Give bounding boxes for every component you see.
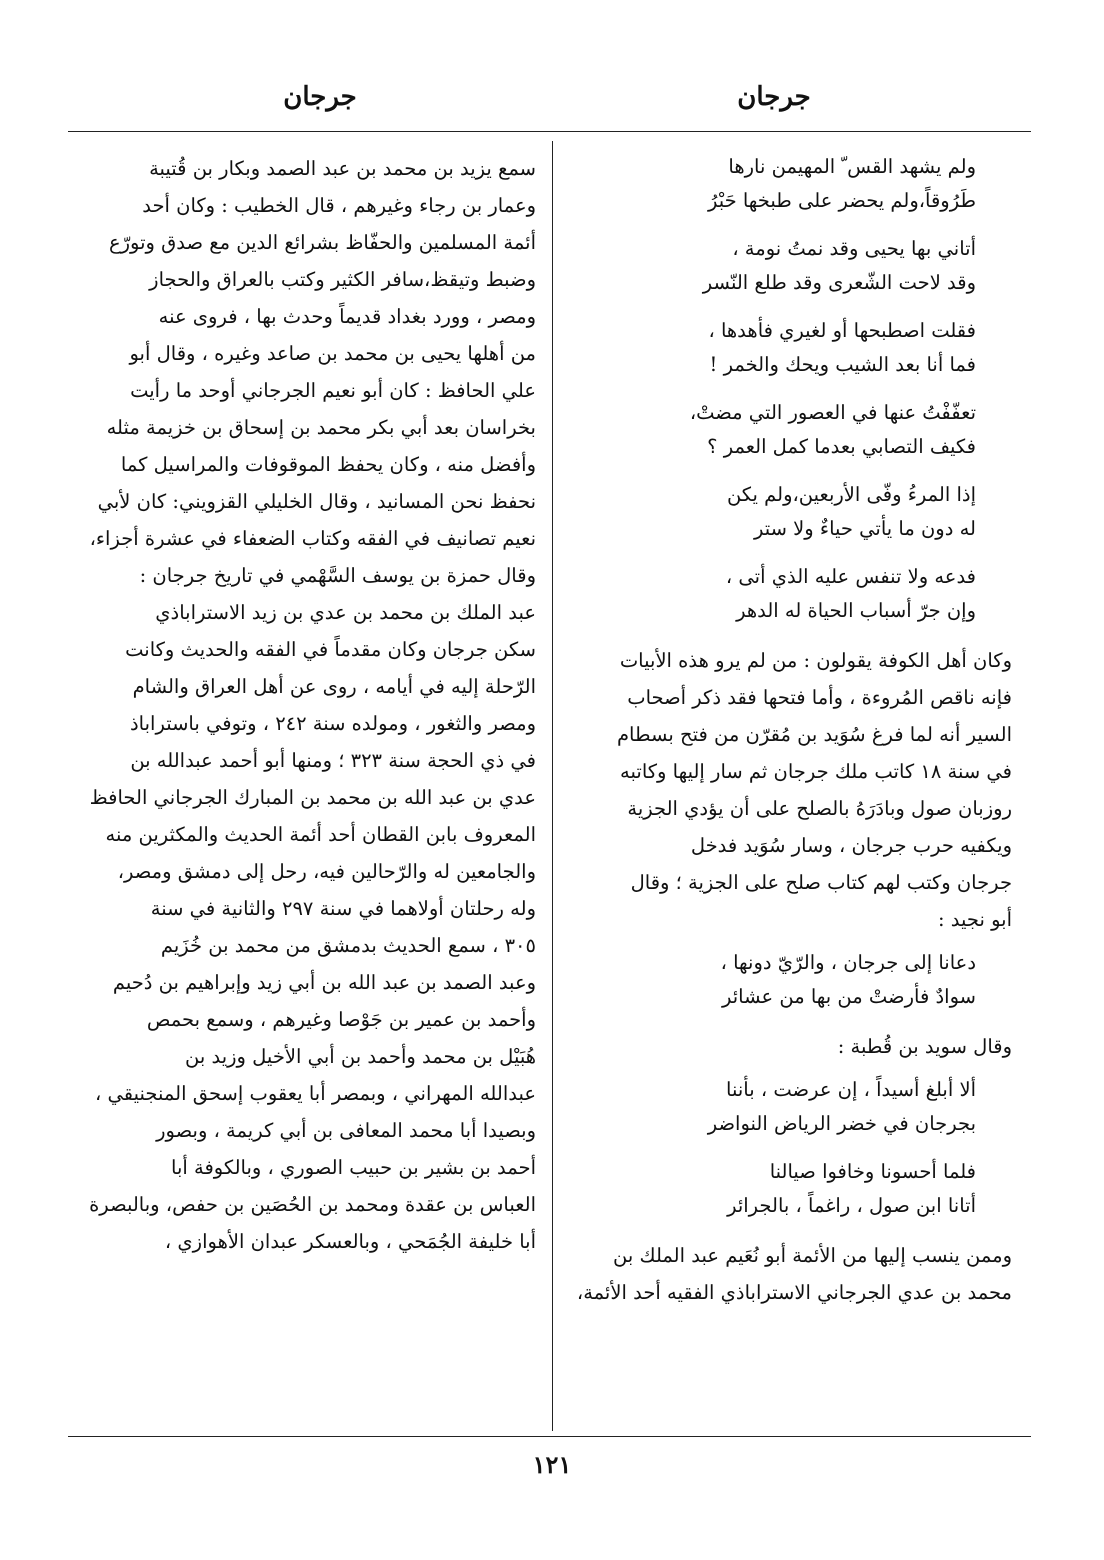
verse-line: فكيف التصابي بعدما كمل العمر ؟ (707, 435, 976, 458)
verse-line: فلما أحسونا وخافوا صيالنا (769, 1160, 976, 1183)
text-line: ٣٠٥ ، سمع الحديث بدمشق من محمد بن خُزَيم (160, 934, 536, 957)
text-line: هُبَيْل بن محمد وأحمد بن أبي الأخيل وزيد بن (185, 1045, 536, 1068)
running-header-left: جرجان (283, 82, 357, 112)
text-line: ومصر والثغور ، ومولده سنة ٢٤٢ ، وتوفي باستراباذ (129, 712, 536, 735)
text-line: ومصر ، وورد بغداد قديماً وحدث بها ، فروى عنه (158, 305, 536, 328)
verse-line: سوادٌ فأرضتْ من بها من عشائر (722, 985, 976, 1008)
running-header-right: جرجان (737, 82, 811, 112)
text-line: أئمة المسلمين والحفّاظ بشرائع الدين مع صدق وتورّع (108, 231, 536, 254)
right-column (566, 150, 1012, 1319)
verse-line: أتانا ابن صول ، راغماً ، بالجرائر (727, 1194, 976, 1217)
verse-line: وإن جرّ أسباب الحياة له الدهر (736, 599, 976, 622)
text-line: أبو نجيد : (937, 908, 1012, 931)
text-line: في ذي الحجة سنة ٣٢٣ ؛ ومنها أبو أحمد عبدالله بن (130, 749, 536, 772)
text-line: عبد الملك بن محمد بن عدي بن زيد الاستراباذي (155, 601, 536, 624)
text-line: محمد بن عدي الجرجاني الاستراباذي الفقيه أحد الأئمة، (576, 1281, 1012, 1304)
text-line: أبا خليفة الجُمَحي ، وبالعسكر عبدان الأهوازي ، (164, 1230, 536, 1253)
text-line: والجامعين له والرّحالين فيه، رحل إلى دمشق ومصر، (117, 860, 536, 883)
text-line: وعبد الصمد بن عبد الله بن أبي زيد وإبراهيم بن دُحيم (112, 971, 536, 994)
verse-line: فقلت اصطبحها أو لغيري فأهدها ، (708, 319, 976, 342)
text-line: وممن ينسب إليها من الأئمة أبو نُعَيم عبد الملك بن (613, 1244, 1012, 1267)
text-line: وعمار بن رجاء وغيرهم ، قال الخطيب : وكان أحد (142, 194, 536, 217)
verse-8 (566, 1073, 1012, 1141)
text-line: علي الحافظ : كان أبو نعيم الجرجاني أوحد ما رأيت (130, 379, 536, 402)
text-line: نحفظ نحن المسانيد ، وقال الخليلي القزويني: كان لأبي (97, 490, 536, 513)
text-line: سمع يزيد بن محمد بن عبد الصمد وبكار بن قُتيبة (149, 157, 536, 180)
verse-5 (566, 478, 1012, 546)
left-column (80, 150, 536, 1268)
verse-2 (566, 232, 1012, 300)
verse-1 (566, 150, 1012, 218)
text-line: وأحمد بن عمير بن جَوْصا وغيرهم ، وسمع بحمص (146, 1008, 536, 1031)
verse-6 (566, 560, 1012, 628)
page-number: ١٢١ (532, 1450, 572, 1479)
verse-line: ألا أبلغ أسيداً ، إن عرضت ، بأننا (726, 1078, 976, 1101)
column-divider (552, 141, 553, 1431)
text-line: عبدالله المهراني ، وبمصر أبا يعقوب إسحق المنجنيقي ، (95, 1082, 536, 1105)
text-line: وقال سويد بن قُطبة : (837, 1035, 1012, 1058)
text-line: نعيم تصانيف في الفقه وكتاب الضعفاء في عشرة أجزاء، (89, 527, 536, 550)
verse-line: له دون ما يأتي حياءٌ ولا ستر (753, 517, 976, 540)
text-line: وكان أهل الكوفة يقولون : من لم يرو هذه الأبيات (619, 649, 1012, 672)
verse-4 (566, 396, 1012, 464)
text-line: أحمد بن بشير بن حبيب الصوري ، وبالكوفة أبا (171, 1156, 536, 1179)
text-line: في سنة ١٨ كاتب ملك جرجان ثم سار إليها وكاتبه (620, 760, 1012, 783)
verse-line: بجرجان في خضر الرياض النواضر (707, 1112, 976, 1135)
text-line: الرّحلة إليه في أيامه ، روى عن أهل العراق والشام (132, 675, 536, 698)
prose-paragraph (566, 1237, 1012, 1311)
text-line: وقال حمزة بن يوسف السَّهْمي في تاريخ جرجان : (139, 564, 536, 587)
text-line: جرجان وكتب لهم كتاب صلح على الجزية ؛ وقال (630, 871, 1012, 894)
verse-line: إذا المرءُ وفّى الأربعين،ولم يكن (726, 483, 976, 506)
text-line: عدي بن عبد الله بن محمد بن المبارك الجرجاني الحافظ (89, 786, 536, 809)
text-line: العباس بن عقدة ومحمد بن الحُصَين بن حفص، وبالبصرة (89, 1193, 536, 1216)
text-line: سكن جرجان وكان مقدماً في الفقه والحديث وكانت (125, 638, 536, 661)
text-line: وبصيدا أبا محمد المعافى بن أبي كريمة ، وبصور (156, 1119, 536, 1142)
text-line: وأفضل منه ، وكان يحفظ الموقوفات والمراسيل كما (120, 453, 536, 476)
prose-paragraph (566, 1028, 1012, 1065)
verse-line: ولم يشهد القس ّ المهيمن نارها (728, 155, 976, 178)
text-line: السير أنه لما فرغ سُوَيد بن مُقرّن من فتح بسطام (616, 723, 1012, 746)
verse-7 (566, 946, 1012, 1014)
verse-line: دعانا إلى جرجان ، والرّيّ دونها ، (720, 951, 976, 974)
verse-line: أتاني بها يحيى وقد نمتُ نومة ، (732, 237, 976, 260)
verse-line: فما أنا بعد الشيب ويحك والخمر ! (709, 353, 976, 376)
verse-line: طَرُوقاً،ولم يحضر على طبخها حَبْرُ (707, 189, 976, 212)
verse-3 (566, 314, 1012, 382)
text-line: من أهلها يحيى بن محمد بن صاعد وغيره ، وقال أبو (129, 342, 536, 365)
footer-rule (68, 1436, 1031, 1437)
verse-line: وقد لاحت الشّعرى وقد طلع النّسر (702, 271, 976, 294)
verse-line: تعفّفْتُ عنها في العصور التي مضتْ، (689, 401, 976, 424)
text-line: وضبط وتيقظ،سافر الكثير وكتب بالعراق والحجاز (149, 268, 536, 291)
header-rule (68, 131, 1031, 132)
text-line: بخراسان بعد أبي بكر محمد بن إسحاق بن خزيمة مثله (106, 416, 536, 439)
text-line: المعروف بابن القطان أحد أئمة الحديث والمكثرين منه (105, 823, 536, 846)
text-line: ويكفيه حرب جرجان ، وسار سُوَيد فدخل (690, 834, 1012, 857)
text-line: فإنه ناقص المُروءة ، وأما فتحها فقد ذكر أصحاب (627, 686, 1012, 709)
text-line: روزبان صول وبادَرَهُ بالصلح على أن يؤدي الجزية (627, 797, 1012, 820)
verse-line: فدعه ولا تنفس عليه الذي أتى ، (725, 565, 976, 588)
prose-paragraph (80, 150, 536, 1260)
text-line: وله رحلتان أولاهما في سنة ٢٩٧ والثانية في سنة (150, 897, 536, 920)
prose-paragraph (566, 642, 1012, 938)
verse-9 (566, 1155, 1012, 1223)
